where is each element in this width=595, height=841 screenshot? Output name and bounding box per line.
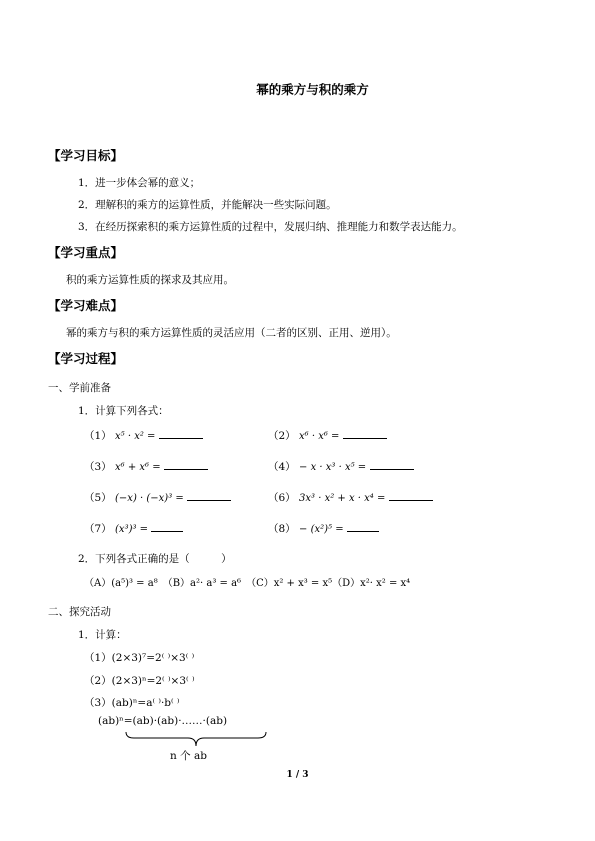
exercise-8 xyxy=(268,521,379,536)
prep-heading: 一、学前准备 xyxy=(48,382,111,394)
answer-blank[interactable] xyxy=(343,428,387,439)
goal-item: 2．理解积的乘方的运算性质，并能解决一些实际问题。 xyxy=(78,199,337,211)
exercise-6 xyxy=(268,490,433,505)
exercise-number: （6） xyxy=(268,492,296,504)
brace-label: n 个 ab xyxy=(170,750,207,762)
exercise-number: （3） xyxy=(84,461,112,473)
exercise-number: （4） xyxy=(268,461,296,473)
answer-blank[interactable] xyxy=(151,521,183,532)
answer-blank[interactable] xyxy=(187,490,231,501)
goal-item: 1．进一步体会幂的意义； xyxy=(78,177,201,189)
exercise-number: （2） xyxy=(268,430,296,442)
exercise-5 xyxy=(84,490,231,505)
exercise-number: （8） xyxy=(268,523,296,535)
exercise-expr: (x³)³ = xyxy=(115,524,149,535)
explore-question-1: 1．计算： xyxy=(78,629,127,641)
exercise-expr: 3x³ · x² + x · x⁴ = xyxy=(299,493,386,504)
exercise-expr: x⁶ + x⁶ = xyxy=(115,462,161,473)
exercise-number: （5） xyxy=(84,492,112,504)
explore-line-1: （1）(2×3)⁷=2⁽ ⁾×3⁽ ⁾ xyxy=(84,652,195,664)
exercise-expr: (−x) · (−x)³ = xyxy=(115,493,184,504)
goal-item: 3．在经历探索积的乘方运算性质的过程中，发展归纳、推理能力和数学表达能力。 xyxy=(78,221,463,233)
explore-heading: 二、探究活动 xyxy=(48,606,111,618)
key-text: 积的乘方运算性质的探求及其应用。 xyxy=(66,274,234,286)
answer-blank[interactable] xyxy=(370,459,414,470)
prep-question-1: 1．计算下列各式： xyxy=(78,405,169,417)
exercise-expr: − (x²)⁵ = xyxy=(299,524,344,535)
exercise-4 xyxy=(268,459,414,474)
page-number: 1 / 3 xyxy=(286,770,309,780)
answer-blank[interactable] xyxy=(389,490,433,501)
choices xyxy=(84,574,410,589)
process-heading: 【学习过程】 xyxy=(48,351,124,366)
difficulty-heading: 【学习难点】 xyxy=(48,298,124,313)
exercise-expr: − x · x³ · x⁵ = xyxy=(299,462,367,473)
prep-question-2: 2．下列各式正确的是（ ） xyxy=(78,553,232,565)
difficulty-text: 幂的乘方与积的乘方运算性质的灵活应用（二者的区别、正用、逆用）。 xyxy=(66,327,397,339)
choices-text: （A）(a⁵)³ = a⁸ （B）a²· a³ = a⁶ （C）x² + x³ = x⁵（D）x²· x² = x⁴ xyxy=(84,578,411,589)
goals-heading: 【学习目标】 xyxy=(48,148,124,163)
key-heading: 【学习重点】 xyxy=(48,245,124,260)
exercise-7 xyxy=(84,521,183,536)
exercise-expr: x⁵ · x² = xyxy=(115,431,156,442)
exercise-3 xyxy=(84,459,208,474)
page-title: 幂的乘方与积的乘方 xyxy=(256,82,369,97)
explore-line-3: （3）(ab)ⁿ=a⁽ ⁾·b⁽ ⁾ xyxy=(84,697,180,709)
answer-blank[interactable] xyxy=(164,459,208,470)
exercise-expr: x⁶ · x⁶ = xyxy=(299,431,340,442)
exercise-number: （1） xyxy=(84,430,112,442)
exercise-2 xyxy=(268,428,387,443)
expansion: (ab)ⁿ=(ab)·(ab)·……·(ab) xyxy=(98,715,228,727)
exercise-1 xyxy=(84,428,203,443)
exercise-number: （7） xyxy=(84,523,112,535)
explore-line-2: （2）(2×3)ⁿ=2⁽ ⁾×3⁽ ⁾ xyxy=(84,675,195,687)
answer-blank[interactable] xyxy=(347,521,379,532)
underbrace-icon xyxy=(124,730,269,750)
answer-blank[interactable] xyxy=(159,428,203,439)
